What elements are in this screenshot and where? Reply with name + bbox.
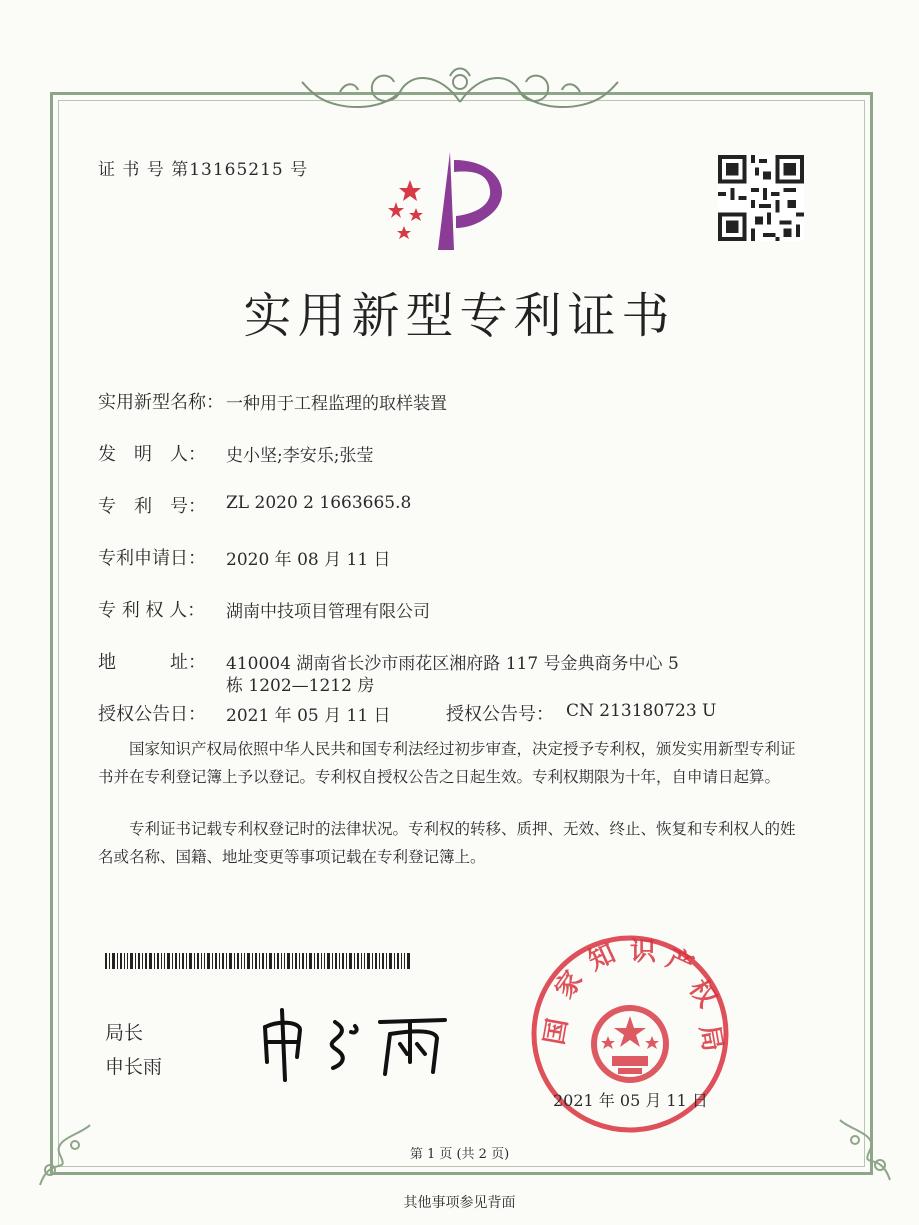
utility-model-name-value: 一种用于工程监理的取样装置 — [226, 394, 447, 414]
certificate-number: 证 书 号 第13165215 号 — [98, 160, 309, 180]
issue-date: 2021 年 05 月 11 日 — [553, 1091, 708, 1110]
certificate-inner-border — [58, 100, 865, 1167]
qr-code-icon — [718, 155, 804, 241]
svg-text:知: 知 — [583, 938, 621, 977]
signatory-title: 局长 — [105, 1022, 144, 1044]
certificate-title: 实用新型专利证书 — [243, 288, 676, 344]
patent-number-value: ZL 2020 2 1663665.8 — [226, 493, 412, 513]
statement-paragraph-2: 专利证书记载专利权登记时的法律状况。专利权的转移、质押、无效、终止、恢复和专利权人的姓名或名称、国籍、地址变更等事项记载在专利登记簿上。 — [98, 820, 796, 866]
application-date-label: 专利申请日： — [98, 548, 206, 569]
svg-text:识: 识 — [630, 937, 657, 967]
footer-note: 其他事项参见背面 — [403, 1195, 516, 1211]
handwritten-signature-icon — [255, 1002, 455, 1082]
svg-text:局: 局 — [693, 1022, 728, 1054]
patent-number-label: 专 利 号： — [98, 496, 206, 517]
grant-number-label: 授权公告号： — [446, 704, 554, 725]
svg-text:权: 权 — [682, 974, 722, 1013]
patentee-value: 湖南中技项目管理有限公司 — [226, 602, 430, 622]
address-label: 地 址： — [98, 652, 206, 673]
grant-date-label: 授权公告日： — [98, 704, 206, 725]
address-line-1: 410004 湖南省长沙市雨花区湘府路 117 号金典商务中心 5 — [226, 654, 679, 674]
grant-number-value: CN 213180723 U — [566, 701, 717, 721]
grant-date-value: 2021 年 05 月 11 日 — [226, 706, 391, 726]
patent-logo-icon — [380, 150, 520, 255]
top-ornament-icon — [300, 62, 620, 114]
barcode-icon — [105, 953, 410, 969]
statement-paragraph-1: 国家知识产权局依照中华人民共和国专利法经过初步审查，决定授予专利权，颁发实用新型专利证书并在专利登记簿上予以登记。专利权自授权公告之日起生效。专利权期限为十年，自申请日起算。 — [98, 740, 796, 786]
svg-text:产: 产 — [661, 943, 698, 982]
inventor-label: 发 明 人： — [98, 444, 206, 465]
patentee-label: 专 利 权 人： — [98, 600, 206, 621]
signatory-name: 申长雨 — [105, 1056, 163, 1078]
page-indicator: 第 1 页 (共 2 页) — [409, 1147, 510, 1162]
utility-model-name-label: 实用新型名称： — [98, 392, 224, 413]
address-line-2: 栋 1202—1212 房 — [226, 676, 375, 696]
svg-text:家: 家 — [549, 965, 590, 1005]
inventor-value: 史小坚;李安乐;张莹 — [226, 446, 374, 466]
svg-text:国: 国 — [539, 1016, 574, 1048]
application-date-value: 2020 年 08 月 11 日 — [226, 550, 391, 570]
